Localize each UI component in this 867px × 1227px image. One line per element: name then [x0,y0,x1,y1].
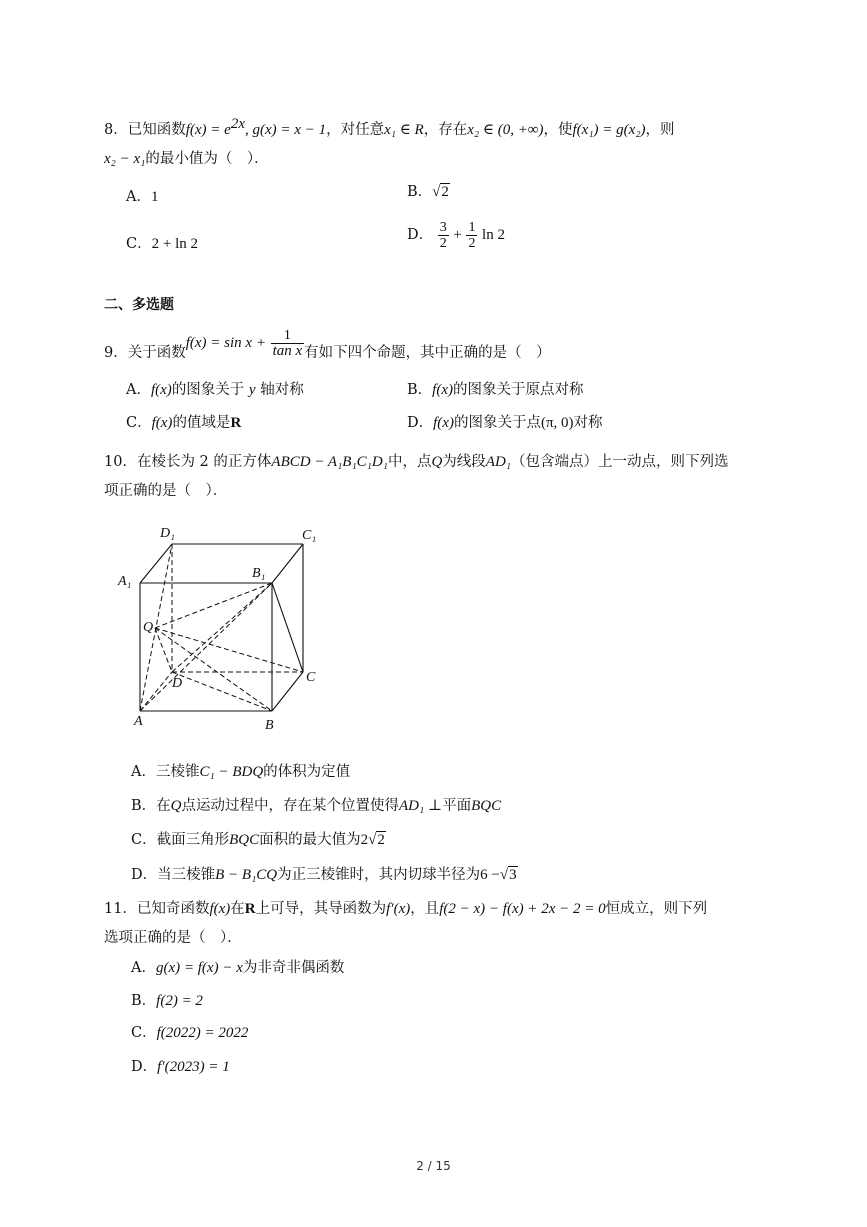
segment-d-b [172,672,272,711]
q10-stem-line2: 项正确的是（ ）． [104,483,228,499]
q10-option-a: A．三棱锥C₁ − BDQ的体积为定值 [131,764,351,780]
label-c: C [306,670,316,685]
q11-stem-line2: 选项正确的是（ ）． [104,930,242,946]
q8-option-a: A．1 [126,189,159,205]
segment-a-b1 [140,583,272,711]
segment-q-c [155,628,303,672]
label-b1: B₁ [252,566,266,581]
label-a1: A₁ [118,574,132,589]
q10-stem-line1: 10．在棱长为 2 的正方体ABCD − A₁B₁C₁D₁中，点Q为线段AD₁（包含端点）上一动点，则下列选 [104,454,729,470]
label-c1: C₁ [302,528,317,543]
q11-option-c: C．f(2022) = 2022 [131,1025,249,1041]
q8-line1: 8．已知函数$f(x) = e^{2x}$, g(x) = x − 1，对任意x₁ ∈ R，存在x₂ ∈ (0, +∞)，使f(x₁) = g(x₂)，则 [104,116,675,138]
label-b: B [265,718,274,733]
q9-option-a: A．f(x)的图象关于 y 轴对称 [126,382,304,398]
q8-option-d: D． $\frac{3}{2}$ + $\frac{1}{2}$ ln 2 [407,220,505,251]
q11-option-b: B．f(2) = 2 [131,993,203,1009]
q9-option-d: D．f(x)的图象关于点(π, 0)对称 [407,415,603,431]
q8-line2: x₂ − x₁的最小值为（ ）． [104,151,269,167]
edge-a-d [140,672,172,711]
q11-option-d: D．f′(2023) = 1 [131,1059,230,1075]
segment-q-b1 [155,583,272,628]
segment-q-b [155,628,272,711]
edge-a1-d1 [140,544,172,583]
edge-b1-c1 [272,544,303,583]
label-d1: D₁ [160,526,175,541]
page-number: 2 / 15 [416,1159,451,1173]
q10-option-d: D．当三棱锥B − B₁CQ为正三棱锥时，其内切球半径为6 −√3 [131,867,517,883]
edge-b1-c [272,583,303,672]
q9-stem: 9．关于函数f(x) = sin x + $\frac{1}{\text{tan x}}$ 有如下四个命题，其中正确的是（ ） [104,328,551,361]
section-title: 二、多选题 [104,297,174,313]
q11-stem-line1: 11．已知奇函数f(x)在R上可导，其导函数为f′(x)，且f(2 − x) − f(x) + 2x − 2 = 0恒成立，则下列 [104,901,708,917]
label-q: Q [143,620,154,635]
q9-option-c: C．f(x)的值域是R [126,415,242,431]
label-a: A [134,714,143,729]
edge-b-c [272,672,303,711]
label-d: D [172,676,183,691]
q8-option-c: C．2 + ln 2 [126,236,198,252]
q8-option-b: B．√2 [407,184,449,200]
q10-option-c: C．截面三角形BQC面积的最大值为2√2 [131,832,385,848]
q10-option-b: B．在Q点运动过程中，存在某个位置使得AD₁ ⊥平面BQC [131,798,502,814]
q9-option-b: B．f(x)的图象关于原点对称 [407,382,584,398]
cube-figure [110,515,340,737]
q8-f-def: f(x) = e [185,121,231,138]
q11-option-a: A．g(x) = f(x) − x为非奇非偶函数 [131,960,345,976]
